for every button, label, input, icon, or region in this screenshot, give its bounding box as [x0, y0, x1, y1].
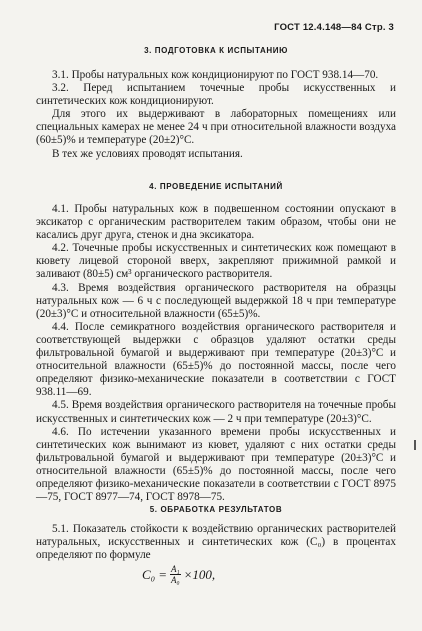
section-title: 4. ПРОВЕДЕНИЕ ИСПЫТАНИЙ [149, 182, 283, 191]
paragraph: 4.5. Время воздействия органического растворителя на точечные пробы искусственных и синтетических кож — 2 ч при температуре (20±3)°С. [36, 399, 396, 425]
paragraph: Для этого их выдерживают в лабораторных помещениях или специальных камерах не менее 24 ч при относительной влажности воздуха (60±5)% и температуре (20±2)°С. [36, 108, 396, 147]
paragraph: 4.6. По истечении указанного времени пробы искусственных и синтетических кож вынимают из кювет, удаляют с них остатки среды фильтровальной бумагой и выдерживают при температуре (20±3)°С и относительной влажности (65±5)% до постоянной массы, после чего определяют физико-механические показатели в соответствии с ГОСТ 8975—75, ГОСТ 8977—74, ГОСТ 8978—75. [36, 425, 396, 504]
section-body [36, 203, 396, 504]
section-title: 5. ОБРАБОТКА РЕЗУЛЬТАТОВ [149, 505, 283, 514]
formula-fraction [170, 564, 181, 585]
section-body [36, 523, 396, 562]
running-header: ГОСТ 12.4.148—84 Стр. 3 [274, 22, 394, 33]
paragraph: 3.1. Пробы натуральных кож кондиционируют по ГОСТ 938.14—70. [52, 69, 379, 81]
margin-mark [414, 440, 416, 450]
formula-numerator: A₁ [170, 564, 180, 574]
paragraph: 4.1. Пробы натуральных кож в подвешенном состоянии опускают в эксикатор с органическим растворителем таким образом, чтобы они не касались друг друга, стенок и дна эксикатора. [36, 203, 396, 242]
paragraph: 4.4. После семикратного воздействия органического растворителя и соответствующей выдержки с образцов удаляют остатки среды фильтровальной бумагой и выдерживают при температуре (20±3)°С и относительной влажности (65±5)% до постоянной массы, после чего определяют физико-механические показатели в соответствии с ГОСТ 938.11—69. [36, 320, 396, 399]
section-body [36, 69, 396, 161]
section-title: 3. ПОДГОТОВКА К ИСПЫТАНИЮ [144, 46, 288, 55]
formula-equals: = [158, 566, 167, 582]
formula-denominator: A₀ [170, 575, 180, 585]
paragraph: 4.2. Точечные пробы искусственных и синтетических кож помещают в кювету лицевой стороной вверх, закрепляют прижимной рамкой и заливают (80±5) см³ органического растворителя. [36, 242, 396, 281]
paragraph: 5.1. Показатель стойкости к воздействию органических растворителей натуральных, искусственных и синтетических кож (C₀) в процентах определяют по формуле [36, 523, 396, 562]
formula-rhs: ×100, [183, 566, 216, 582]
paragraph: 3.2. Перед испытанием точечные пробы искусственных и синтетических кож кондиционируют. [36, 82, 396, 108]
formula-lhs: C₀ [142, 566, 156, 582]
paragraph: 4.3. Время воздействия органического растворителя на образцы натуральных кож — 6 ч с последующей выдержкой 18 ч при температуре (20±3)°С и относительной влажности (65±5)%. [36, 281, 396, 320]
formula [142, 564, 215, 585]
paragraph: В тех же условиях проводят испытания. [52, 147, 243, 160]
